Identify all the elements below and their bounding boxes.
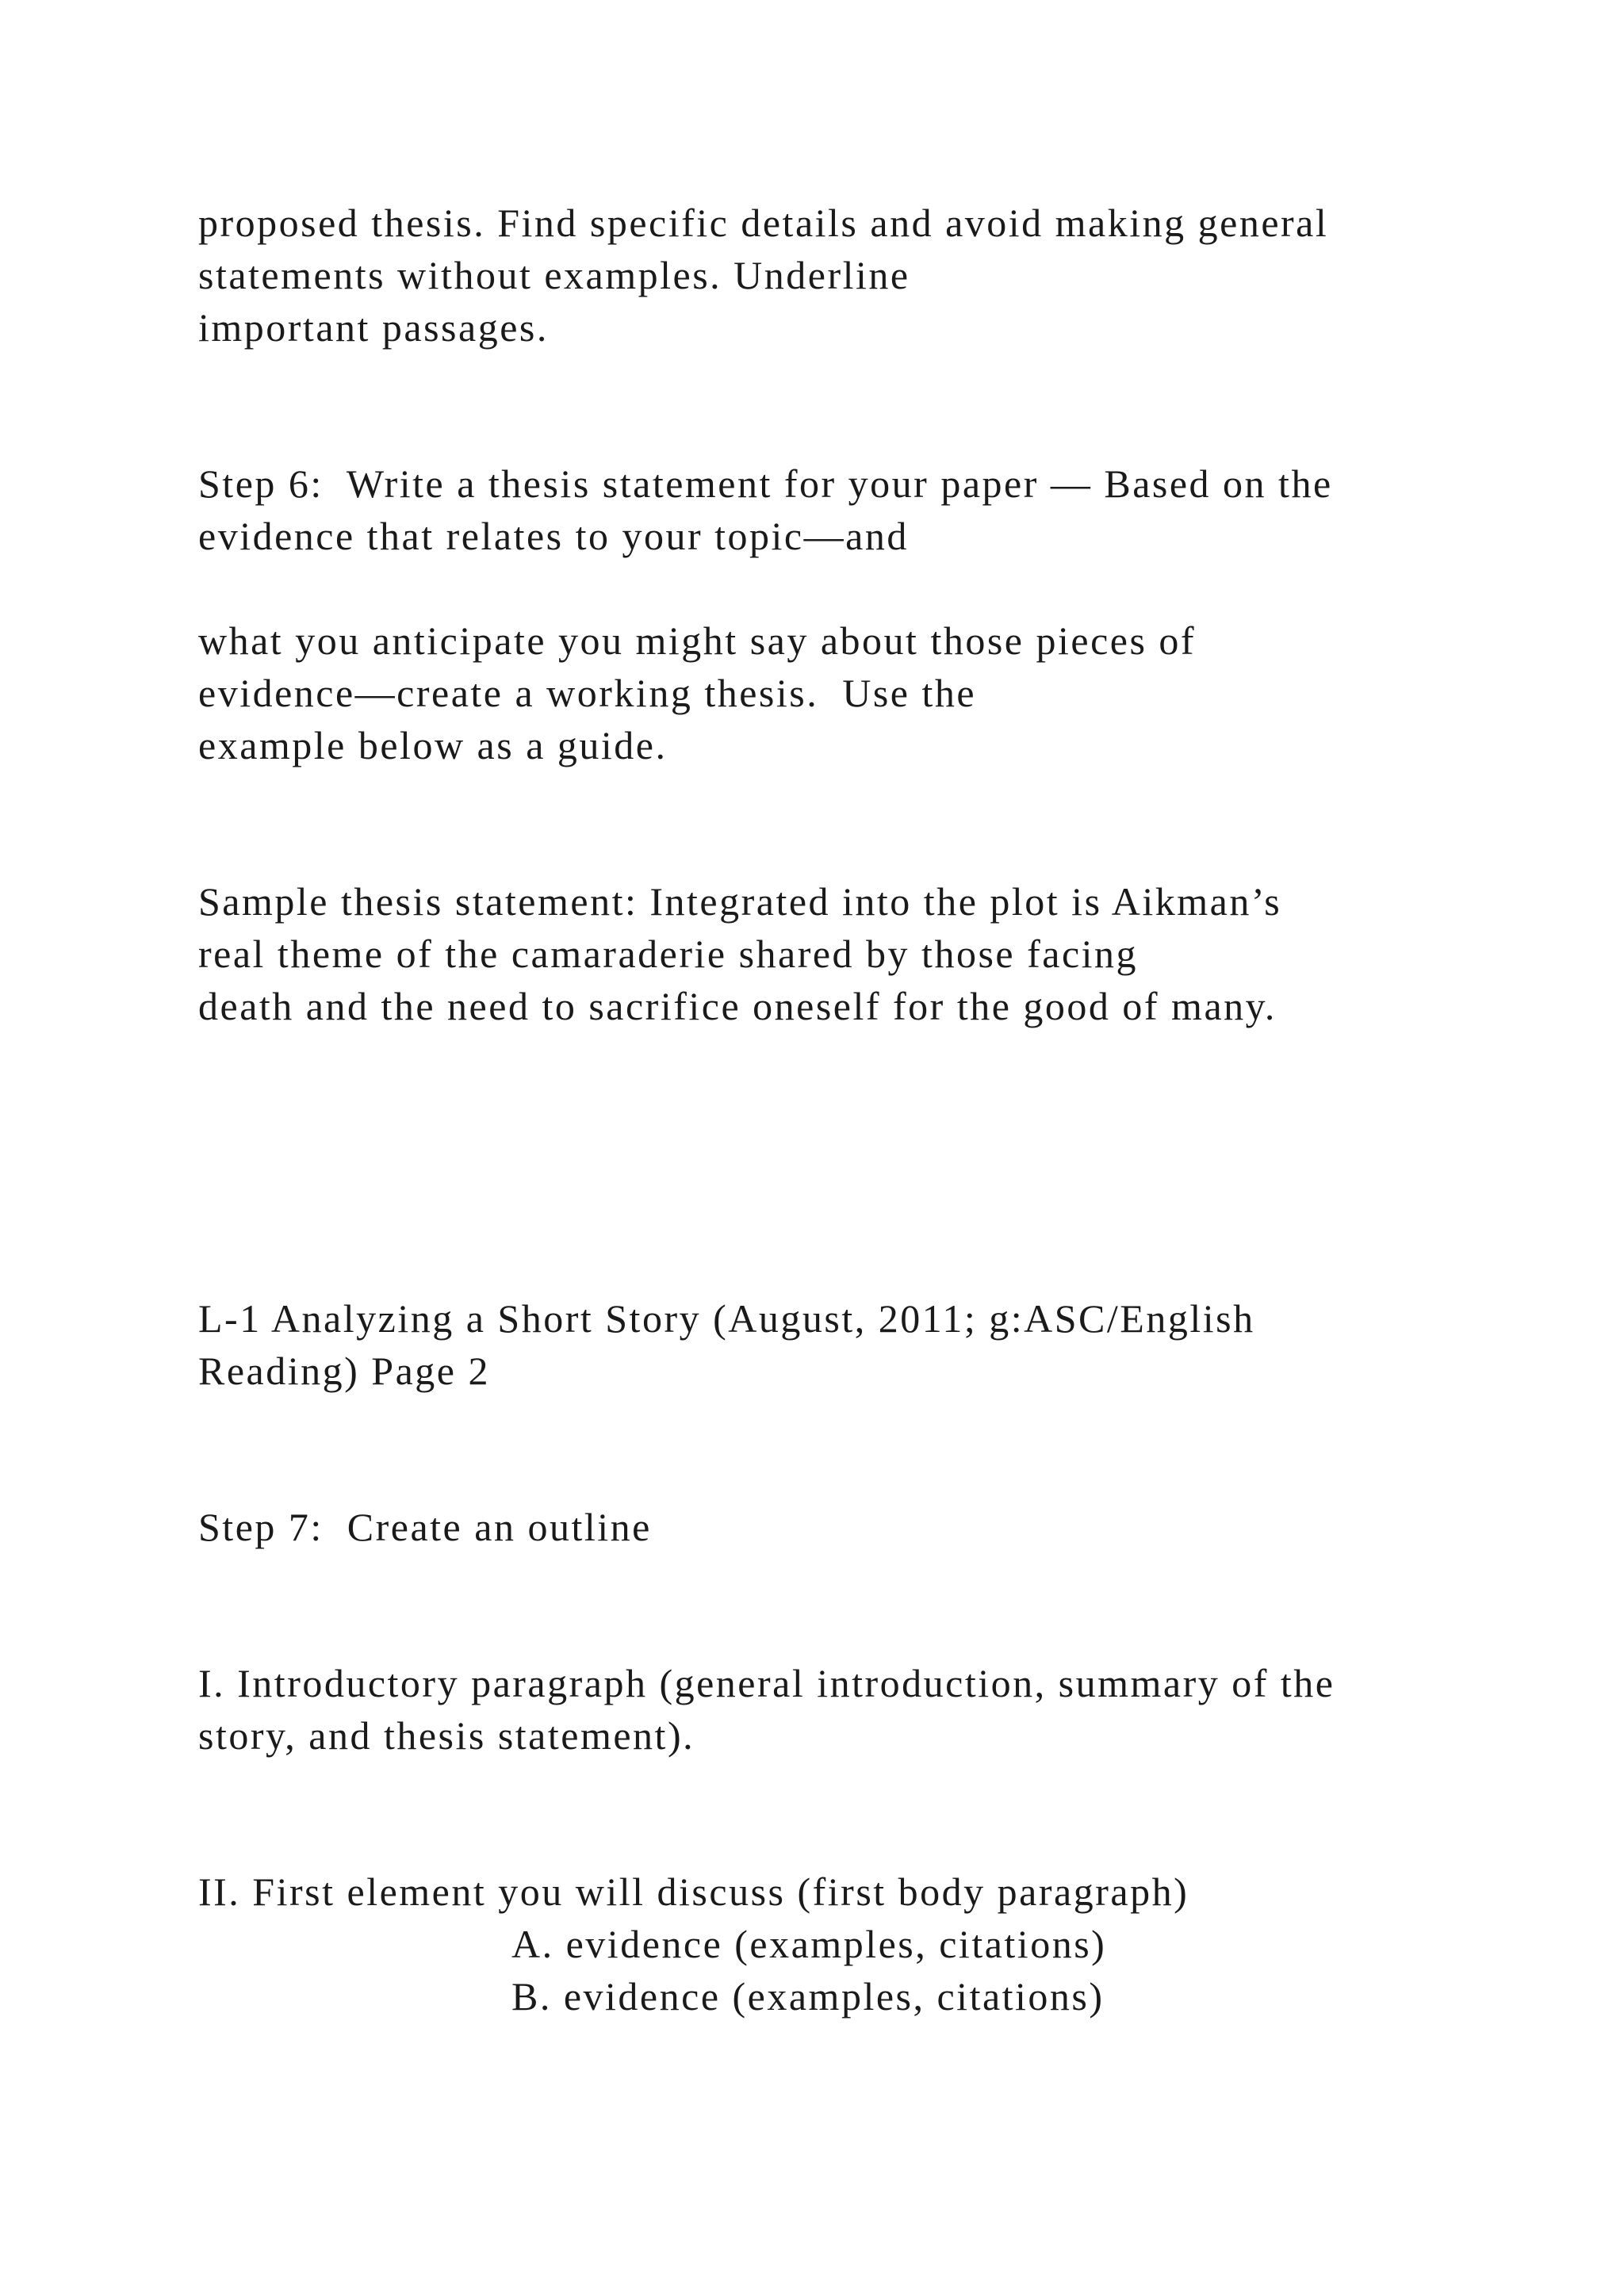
text-line: Reading) Page 2: [198, 1349, 490, 1393]
text-line: L-1 Analyzing a Short Story (August, 2011; g:ASC/English: [198, 1296, 1255, 1341]
text-line: Step 6: Write a thesis statement for your paper — Based on the: [198, 461, 1333, 506]
text-line: Step 7: Create an outline: [198, 1505, 652, 1549]
text-line: Sample thesis statement: Integrated into the plot is Aikman’s: [198, 879, 1282, 924]
text-line: important passages.: [198, 305, 549, 350]
outline-subitem: A. evidence (examples, citations): [511, 1922, 1107, 1966]
text-line: death and the need to sacrifice oneself for the good of many.: [198, 984, 1277, 1028]
text-line: statements without examples. Underline: [198, 253, 910, 297]
text-line: proposed thesis. Find specific details and avoid making general: [198, 201, 1329, 245]
text-line: example below as a guide.: [198, 723, 668, 767]
text-line: story, and thesis statement).: [198, 1713, 695, 1758]
text-line: evidence—create a working thesis. Use the: [198, 671, 977, 715]
text-line: evidence that relates to your topic—and: [198, 514, 909, 558]
outline-subitem: B. evidence (examples, citations): [511, 1974, 1105, 2019]
text-line: I. Introductory paragraph (general introduction, summary of the: [198, 1661, 1335, 1705]
text-line: II. First element you will discuss (first body paragraph): [198, 1869, 1189, 1914]
text-line: real theme of the camaraderie shared by those facing: [198, 932, 1139, 976]
text-line: what you anticipate you might say about those pieces of: [198, 618, 1197, 663]
